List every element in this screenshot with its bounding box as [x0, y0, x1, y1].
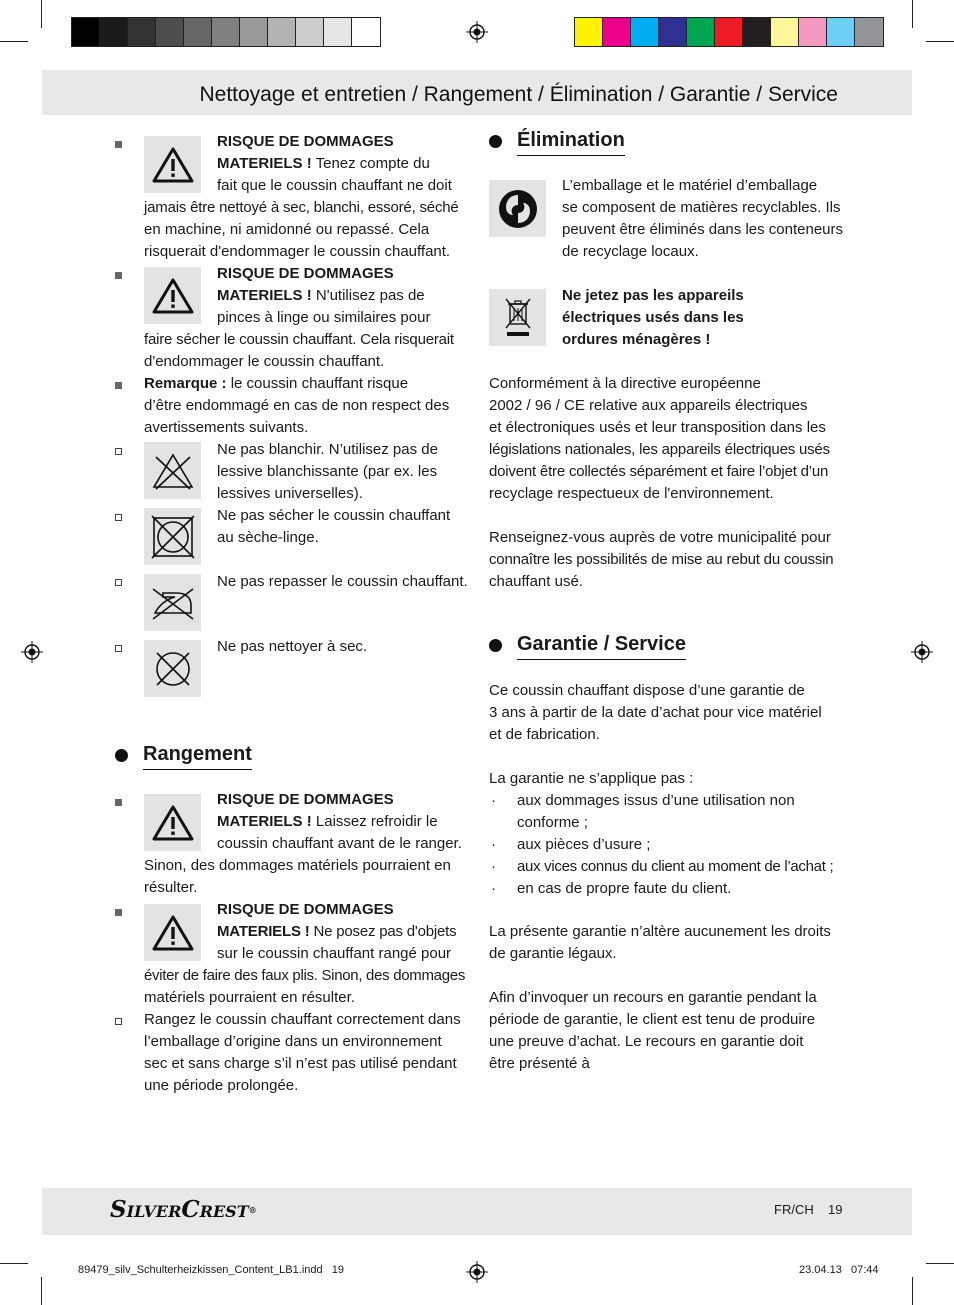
list-item: conforme ; [517, 814, 588, 831]
care-icon-box [144, 574, 201, 631]
registration-mark-icon [466, 1261, 488, 1283]
crop-mark [926, 1263, 954, 1264]
paragraph: de garantie légaux. [489, 945, 617, 962]
paragraph: une preuve d’achat. Le recours en garantie doit [489, 1033, 804, 1050]
care-icon-box [144, 442, 201, 499]
paragraph: connaître les possibilités de mise au rebut du coussin [489, 551, 834, 568]
no-bleach-icon [150, 451, 196, 491]
warning-text: Sinon, des dommages matériels pourraient en [144, 857, 451, 874]
storage-text: une période prolongée. [144, 1077, 299, 1094]
warning-text: faire sécher le coussin chauffant. Cela risquerait [144, 331, 454, 348]
color-swatch [575, 18, 603, 46]
paragraph: Afin d’invoquer un recours en garantie pendant la [489, 989, 817, 1006]
remark-text: avertissements suivants. [144, 419, 309, 436]
color-swatch [184, 18, 212, 46]
warning-text: MATERIELS ! Ne posez pas d'objets [217, 923, 457, 940]
recycle-text: se composent de matières recyclables. Ils [562, 199, 841, 216]
paragraph: Ce coussin chauffant dispose d’une garantie de [489, 682, 805, 699]
registration-mark-icon [21, 641, 43, 663]
warning-icon-box [144, 136, 201, 193]
warning-text: MATERIELS ! Tenez compte du [217, 155, 430, 172]
color-swatch [212, 18, 240, 46]
registration-mark-icon [911, 641, 933, 663]
color-swatch [296, 18, 324, 46]
paragraph: législations nationales, les appareils électriques usés [489, 441, 830, 458]
page-header [42, 70, 912, 115]
paragraph: recyclage respectueux de l'environnement. [489, 485, 774, 502]
color-swatch [827, 18, 855, 46]
grayscale-color-bar [71, 17, 381, 47]
section-heading-rangement [115, 741, 252, 770]
bullet [115, 909, 122, 916]
warning-text: matériels pourraient en résulter. [144, 989, 355, 1006]
care-text: Ne pas nettoyer à sec. [217, 638, 368, 655]
paragraph: 3 ans à partir de la date d’achat pour vice matériel [489, 704, 822, 721]
color-swatch [100, 18, 128, 46]
recycle-text: peuvent être éliminés dans les conteneurs [562, 221, 844, 238]
list-item: aux dommages issus d’une utilisation non [517, 792, 795, 809]
page-title: Nettoyage et entretien / Rangement / Élimination / Garantie / Service [199, 83, 838, 106]
care-text: Ne pas repasser le coussin chauffant. [217, 573, 468, 590]
no-tumble-dry-icon [150, 514, 196, 560]
color-swatch [72, 18, 100, 46]
warning-text: d'endommager le coussin chauffant. [144, 353, 385, 370]
page-number: 19 [828, 1202, 843, 1217]
paragraph: doivent être collectés séparément et faire l’objet d’un [489, 463, 829, 480]
paragraph: La présente garantie n’altère aucunement les droits [489, 923, 831, 940]
warning-icon-box [144, 904, 201, 961]
warning-icon-box [144, 794, 201, 851]
warning-triangle-icon [151, 277, 195, 315]
section-bullet-icon [489, 639, 502, 652]
weee-warning: Ne jetez pas les appareils [562, 287, 744, 304]
list-item: en cas de propre faute du client. [517, 880, 732, 897]
warning-title: RISQUE DE DOMMAGES [217, 133, 394, 150]
remark-text: d’être endommagé en cas de non respect des [144, 397, 450, 414]
checkbox-bullet [115, 645, 122, 652]
warning-text: pinces à linge ou similaires pour [217, 309, 431, 326]
care-text: au sèche-linge. [217, 529, 319, 546]
care-text: lessives universelles). [217, 485, 363, 502]
section-heading-elimination [489, 127, 625, 156]
care-text: Ne pas sécher le coussin chauffant [217, 507, 451, 524]
recycle-text: L’emballage et le matériel d’emballage [562, 177, 818, 194]
crop-mark [912, 1277, 913, 1305]
warning-text: éviter de faire des faux plis. Sinon, des dommages [144, 967, 466, 984]
warning-triangle-icon [151, 914, 195, 952]
weee-warning: électriques usés dans les [562, 309, 744, 326]
recycle-icon-box [489, 180, 546, 237]
paragraph: La garantie ne s’applique pas : [489, 770, 694, 787]
color-swatch [631, 18, 659, 46]
process-color-bar [574, 17, 884, 47]
care-text: lessive blanchissante (par ex. les [217, 463, 438, 480]
crossed-bin-icon [498, 294, 538, 342]
crop-mark [41, 1277, 42, 1305]
crop-mark [912, 0, 913, 28]
color-swatch [352, 18, 380, 46]
color-swatch [743, 18, 771, 46]
warning-title: RISQUE DE DOMMAGES [217, 901, 394, 918]
paragraph: et de fabrication. [489, 726, 600, 743]
section-title: Élimination [517, 127, 625, 156]
crop-mark [0, 41, 28, 42]
color-swatch [715, 18, 743, 46]
color-swatch [771, 18, 799, 46]
list-dot: · [491, 880, 496, 897]
list-item: aux vices connus du client au moment de l’achat ; [517, 858, 834, 875]
no-iron-icon [149, 583, 197, 623]
section-title: Rangement [143, 741, 252, 770]
recycle-text: de recyclage locaux. [562, 243, 699, 260]
crop-mark [0, 1263, 28, 1264]
section-heading-garantie [489, 631, 686, 660]
remark-text: Remarque : le coussin chauffant risque [144, 375, 409, 392]
color-swatch [240, 18, 268, 46]
warning-text: fait que le coussin chauffant ne doit [217, 177, 452, 194]
checkbox-bullet [115, 1018, 122, 1025]
warning-triangle-icon [151, 804, 195, 842]
weee-icon-box [489, 289, 546, 346]
paragraph: et électroniques usés et leur transposition dans les [489, 419, 826, 436]
section-title: Garantie / Service [517, 631, 686, 660]
weee-warning: ordures ménagères ! [562, 331, 711, 348]
green-dot-recycling-icon [496, 187, 540, 231]
color-swatch [156, 18, 184, 46]
warning-triangle-icon [151, 146, 195, 184]
section-bullet-icon [489, 135, 502, 148]
registration-mark-icon [466, 21, 488, 43]
list-item: aux pièces d’usure ; [517, 836, 651, 853]
list-dot: · [491, 792, 496, 809]
warning-text: risquerait d'endommager le coussin chauffant. [144, 243, 451, 260]
file-slug: 89479_silv_Schulterheizkissen_Content_LB1.indd 19 [78, 1264, 345, 1276]
color-swatch [687, 18, 715, 46]
checkbox-bullet [115, 579, 122, 586]
list-dot: · [491, 858, 496, 875]
bullet [115, 272, 122, 279]
warning-text: coussin chauffant avant de le ranger. [217, 835, 462, 852]
color-swatch [268, 18, 296, 46]
date-slug: 23.04.13 07:44 [799, 1264, 879, 1276]
paragraph: Conformément à la directive européenne [489, 375, 761, 392]
care-icon-box [144, 508, 201, 565]
bullet [115, 141, 122, 148]
paragraph: 2002 / 96 / CE relative aux appareils électriques [489, 397, 808, 414]
care-text: Ne pas blanchir. N’utilisez pas de [217, 441, 438, 458]
warning-text: résulter. [144, 879, 198, 896]
care-icon-box [144, 640, 201, 697]
paragraph: chauffant usé. [489, 573, 583, 590]
color-swatch [128, 18, 156, 46]
warning-title: RISQUE DE DOMMAGES [217, 791, 394, 808]
warning-text: MATERIELS ! Laissez refroidir le [217, 813, 438, 830]
warning-text: jamais être nettoyé à sec, blanchi, essoré, séché [144, 199, 459, 216]
warning-text: MATERIELS ! N'utilisez pas de [217, 287, 425, 304]
warning-text: en machine, ni amidonné ou repassé. Cela [144, 221, 430, 238]
section-bullet-icon [115, 749, 128, 762]
color-swatch [855, 18, 883, 46]
locale-code: FR/CH [774, 1202, 814, 1217]
checkbox-bullet [115, 448, 122, 455]
storage-text: sec et sans charge s’il n’est pas utilisé pendant [144, 1055, 457, 1072]
warning-title: RISQUE DE DOMMAGES [217, 265, 394, 282]
paragraph: être présenté à [489, 1055, 590, 1072]
storage-text: Rangez le coussin chauffant correctement dans [144, 1011, 461, 1028]
paragraph: Renseignez-vous auprès de votre municipalité pour [489, 529, 831, 546]
list-dot: · [491, 836, 496, 853]
bullet [115, 382, 122, 389]
page-footer [42, 1188, 912, 1235]
crop-mark [926, 41, 954, 42]
color-swatch [659, 18, 687, 46]
warning-text: sur le coussin chauffant rangé pour [217, 945, 452, 962]
no-dry-clean-icon [150, 646, 196, 692]
paragraph: période de garantie, le client est tenu de produire [489, 1011, 816, 1028]
storage-text: l’emballage d’origine dans un environnement [144, 1033, 442, 1050]
color-swatch [799, 18, 827, 46]
checkbox-bullet [115, 514, 122, 521]
bullet [115, 799, 122, 806]
brand-logo: SILVERCREST® [110, 1196, 257, 1223]
color-swatch [603, 18, 631, 46]
crop-mark [41, 0, 42, 28]
color-swatch [324, 18, 352, 46]
warning-icon-box [144, 267, 201, 324]
